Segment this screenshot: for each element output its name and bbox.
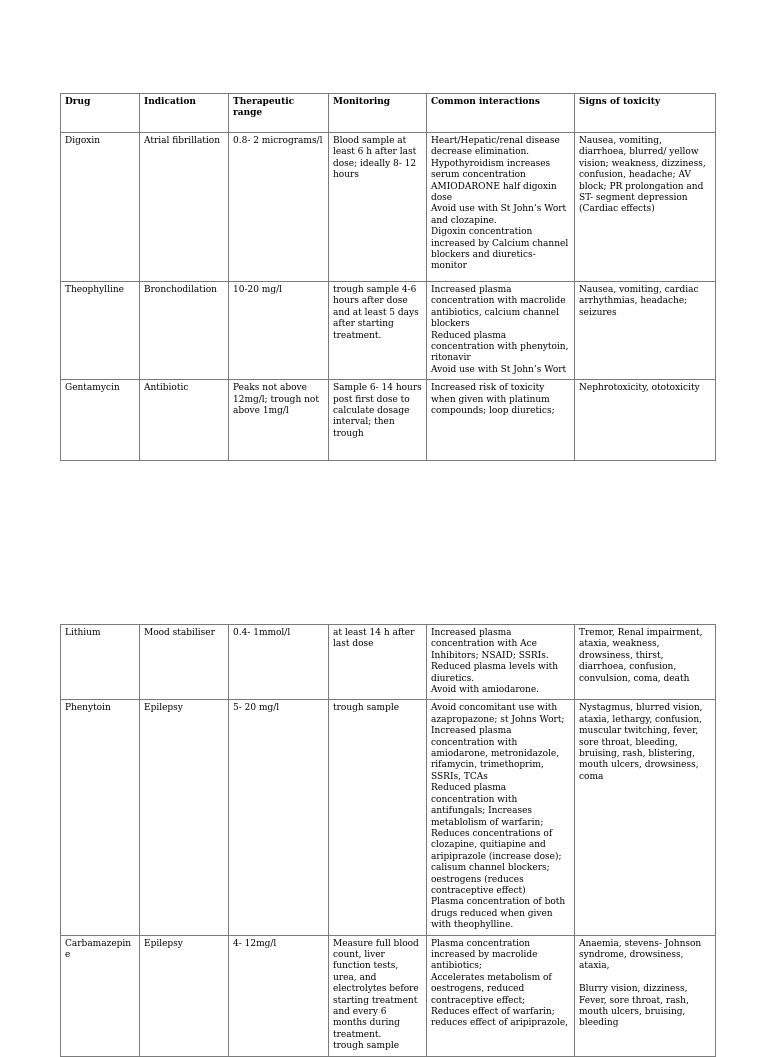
cell-drug: Phenytoin (61, 700, 140, 935)
header-monitoring: Monitoring (329, 94, 427, 133)
cell-monitoring: Sample 6- 14 hours post first dose to calculate dosage interval; then trough (329, 380, 427, 461)
table-row (61, 700, 716, 935)
cell-monitoring: Blood sample at least 6 h after last dose; ideally 8- 12 hours (329, 133, 427, 282)
cell-range: 4- 12mg/l (229, 935, 329, 1056)
cell-indication: Epilepsy (140, 700, 229, 935)
table-row (61, 935, 716, 1056)
cell-indication: Mood stabiliser (140, 625, 229, 700)
cell-indication: Epilepsy (140, 935, 229, 1056)
cell-range: 0.4- 1mmol/l (229, 625, 329, 700)
cell-indication: Bronchodilation (140, 282, 229, 380)
cell-indication: Atrial fibrillation (140, 133, 229, 282)
header-indication: Indication (140, 94, 229, 133)
cell-toxicity: Anaemia, stevens- Johnson syndrome, drowsiness, ataxia, Blurry vision, dizziness, Fever, sore throat, rash, mouth ulcers, bruising, bleeding (575, 935, 716, 1056)
cell-toxicity: Nystagmus, blurred vision, ataxia, lethargy, confusion, muscular twitching, fever, sore throat, bleeding, bruising, rash, blistering, mouth ulcers, drowsiness, coma (575, 700, 716, 935)
cell-drug: Digoxin (61, 133, 140, 282)
cell-toxicity: Nausea, vomiting, diarrhoea, blurred/ yellow vision; weakness, dizziness, confusion, headache; AV block; PR prolongation and ST- segment depression (Cardiac effects) (575, 133, 716, 282)
cell-toxicity: Tremor, Renal impairment, ataxia, weakness, drowsiness, thirst, diarrhoea, confusion, convulsion, coma, death (575, 625, 716, 700)
table-row (61, 282, 716, 380)
header-drug: Drug (61, 94, 140, 133)
cell-range: 10-20 mg/l (229, 282, 329, 380)
table-header-row (61, 94, 716, 133)
cell-interactions: Increased risk of toxicity when given with platinum compounds; loop diuretics; (427, 380, 575, 461)
cell-interactions: Increased plasma concentration with macrolide antibiotics, calcium channel blockers Reduced plasma concentration with phenytoin, ritonavir Avoid use with St John’s Wort (427, 282, 575, 380)
table-row (61, 625, 716, 700)
cell-interactions: Increased plasma concentration with Ace Inhibitors; NSAID; SSRIs. Reduced plasma levels with diuretics. Avoid with amiodarone. (427, 625, 575, 700)
cell-toxicity: Nausea, vomiting, cardiac arrhythmias, headache; seizures (575, 282, 716, 380)
cell-drug: Lithium (61, 625, 140, 700)
cell-range: 0.8- 2 micrograms/l (229, 133, 329, 282)
cell-interactions: Plasma concentration increased by macrolide antibiotics; Accelerates metabolism of oestrogens, reduced contraceptive effect; Reduces effect of warfarin; reduces effect of aripiprazole, (427, 935, 575, 1056)
header-common-interactions: Common interactions (427, 94, 575, 133)
cell-drug: Gentamycin (61, 380, 140, 461)
cell-range: Peaks not above 12mg/l; trough not above 1mg/l (229, 380, 329, 461)
cell-interactions: Avoid concomitant use with azapropazone; st Johns Wort; Increased plasma concentration with amiodarone, metronidazole, rifamycin, trimethoprim, SSRIs, TCAs Reduced plasma concentration with antifungals; Increases metablolism of warfarin; Reduces concentrations of clozapine, quitiapine and aripiprazole (increase dose); calisum channel blockers; oestrogens (reduces contraceptive effect) Plasma concentration of both drugs reduced when given with theophylline. (427, 700, 575, 935)
header-signs-of-toxicity: Signs of toxicity (575, 94, 716, 133)
table-row (61, 380, 716, 461)
cell-monitoring: trough sample (329, 700, 427, 935)
cell-toxicity: Nephrotoxicity, ototoxicity (575, 380, 716, 461)
cell-interactions: Heart/Hepatic/renal disease decrease elimination. Hypothyroidism increases serum concentration AMIODARONE half digoxin dose Avoid use with St John’s Wort and clozapine. Digoxin concentration increased by Calcium channel blockers and diuretics-monitor (427, 133, 575, 282)
table-row (61, 133, 716, 282)
cell-indication: Antibiotic (140, 380, 229, 461)
cell-drug: Theophylline (61, 282, 140, 380)
cell-monitoring: trough sample 4-6 hours after dose and at least 5 days after starting treatment. (329, 282, 427, 380)
drug-monitoring-table-1 (60, 93, 716, 461)
cell-monitoring: at least 14 h after last dose (329, 625, 427, 700)
cell-monitoring: Measure full blood count, liver function tests, urea, and electrolytes before starting treatment and every 6 months during treatment. trough sample (329, 935, 427, 1056)
cell-range: 5- 20 mg/l (229, 700, 329, 935)
drug-monitoring-table-2 (60, 624, 716, 1057)
cell-drug: Carbamazepine (61, 935, 140, 1056)
header-therapeutic-range: Therapeutic range (229, 94, 329, 133)
